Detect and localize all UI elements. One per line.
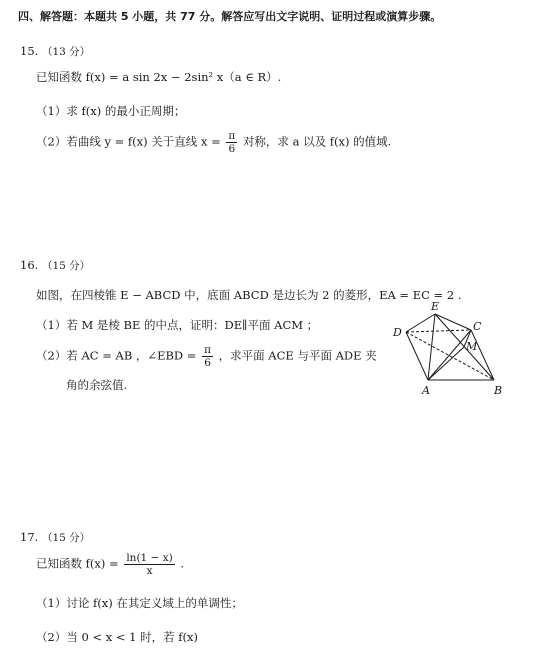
label-E: E <box>431 300 440 313</box>
q17-stem <box>36 552 184 577</box>
q17-stem-before: 已知函数 f(x) = <box>36 556 119 571</box>
q16-pi-fraction <box>202 344 213 369</box>
q15-points: （13 分） <box>41 46 91 58</box>
q15-stem: 已知函数 f(x) = a sin 2x − 2sin² x（a ∈ R）. <box>36 70 282 84</box>
q15-frac-den: 6 <box>228 143 236 155</box>
label-A: A <box>422 384 430 397</box>
pyramid-figure <box>388 300 528 400</box>
q16-stem: 如图，在四棱锥 E − ABCD 中，底面 ABCD 是边长为 2 的菱形，EA = EC = 2 . <box>36 288 462 302</box>
edge-DC-hidden <box>406 330 471 332</box>
q17-stem-after: . <box>180 556 185 571</box>
q16-header <box>20 258 90 273</box>
edge-DB-hidden <box>406 332 494 380</box>
q16-part2 <box>36 344 377 369</box>
q15-part2-after: 对称，求 a 以及 f(x) 的值域. <box>242 134 392 149</box>
q16-frac-den: 6 <box>204 357 211 369</box>
label-D: D <box>393 326 402 339</box>
label-M: M <box>466 340 478 353</box>
q16-part2-before: （2）若 AC = AB ，∠EBD = <box>36 348 197 363</box>
section-heading: 四、解答题：本题共 5 小题，共 77 分。解答应写出文字说明、证明过程或演算步骤。 <box>18 10 442 23</box>
q15-header <box>20 44 90 59</box>
q17-frac-den: x <box>146 565 153 577</box>
edge-EC <box>435 314 471 330</box>
q16-number: 16. <box>20 258 39 272</box>
q17-number: 17. <box>20 530 39 544</box>
q16-part1: （1）若 M 是棱 BE 的中点，证明：DE∥平面 ACM ； <box>36 318 319 332</box>
q15-part2 <box>36 130 391 155</box>
q17-points: （15 分） <box>41 532 91 544</box>
q16-part2-cont: 角的余弦值. <box>66 378 128 392</box>
q15-pi-fraction <box>226 130 237 155</box>
q15-part1: （1）求 f(x) 的最小正周期； <box>36 104 186 118</box>
label-B: B <box>494 384 503 397</box>
edge-CB <box>471 330 494 380</box>
edge-AM <box>428 347 464 380</box>
q17-part1: （1）讨论 f(x) 在其定义域上的单调性； <box>36 596 243 610</box>
q16-points: （15 分） <box>41 260 91 272</box>
q17-frac-num: ln(1 − x) <box>126 552 173 564</box>
q16-part2-after: ，求平面 ACE 与平面 ADE 夹 <box>218 348 377 363</box>
q17-part2: （2）当 0 < x < 1 时，若 f(x) <box>36 630 199 644</box>
q16-frac-num: π <box>204 344 211 356</box>
edge-AC <box>428 330 471 380</box>
edge-DA <box>406 332 428 380</box>
label-C: C <box>473 320 482 333</box>
q17-header <box>20 530 90 545</box>
q15-number: 15. <box>20 44 39 58</box>
q17-fraction <box>124 552 174 577</box>
q15-frac-num: π <box>228 130 236 142</box>
edge-ED <box>406 314 435 332</box>
q15-part2-before: （2）若曲线 y = f(x) 关于直线 x = <box>36 134 221 149</box>
